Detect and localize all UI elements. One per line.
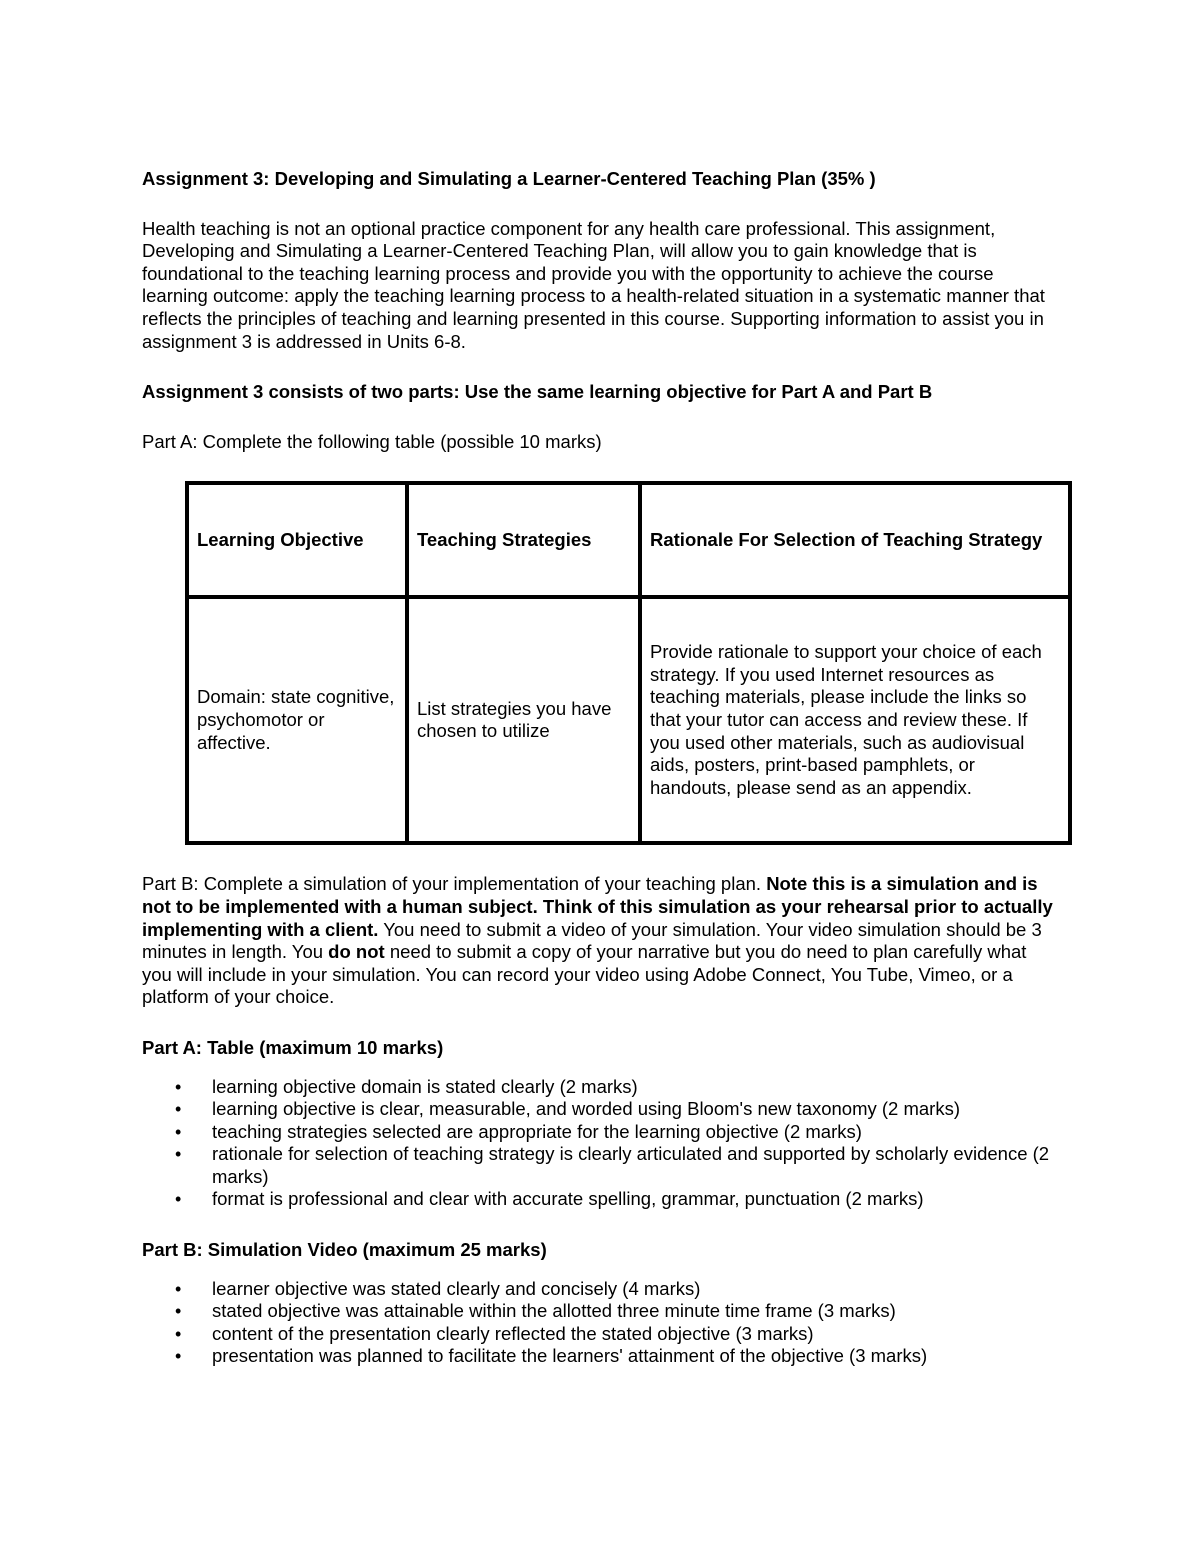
list-item: • format is professional and clear with accurate spelling, grammar, punctuation (2 marks) xyxy=(175,1188,924,1210)
table-header-row xyxy=(187,483,1070,597)
list-item: • content of the presentation clearly reflected the stated objective (3 marks) xyxy=(175,1322,814,1344)
criteria-b-heading: Part B: Simulation Video (maximum 25 marks) xyxy=(142,1239,547,1261)
bullet-icon: • xyxy=(175,1346,182,1367)
part-a-intro: Part A: Complete the following table (possible 10 marks) xyxy=(142,430,602,452)
bullet-icon: • xyxy=(175,1189,182,1210)
part-b-tail: need to submit a copy of your narrative but you do need to plan carefully what you will include in your simulation. You can record your video using Adobe Connect, You Tube, Vimeo, or a platform of your choice. xyxy=(142,941,1027,1008)
part-b-lead: Part B: Complete a simulation of your implementation of your teaching plan. xyxy=(142,873,767,895)
cell-rationale: Provide rationale to support your choice of each strategy. If you used Internet resources as teaching materials, please include the links so that your tutor can access and review these. If you used other materials, such as audiovisual aids, posters, print-based pamphlets, or handouts, please send as an appendix. xyxy=(640,597,1070,843)
document-page xyxy=(142,168,1062,1368)
list-item: • learning objective is clear, measurable, and worded using Bloom's new taxonomy (2 marks) xyxy=(175,1098,961,1120)
part-b-mid: You need to submit a video of your simulation. Your video simulation should be 3 minutes in length. You xyxy=(142,918,1042,963)
bullet-icon: • xyxy=(175,1278,182,1299)
list-item: • rationale for selection of teaching strategy is clearly articulated and supported by scholarly evidence (2 marks) xyxy=(175,1143,1050,1187)
bullet-icon: • xyxy=(175,1099,182,1120)
criteria-b-list xyxy=(142,1278,1062,1368)
list-item: • teaching strategies selected are appropriate for the learning objective (2 marks) xyxy=(175,1120,862,1142)
criteria-a-list xyxy=(142,1076,1062,1212)
parts-heading: Assignment 3 consists of two parts: Use the same learning objective for Part A and Part B xyxy=(142,381,933,403)
cell-teaching-strategies: List strategies you have chosen to utilize xyxy=(407,597,640,843)
criteria-a-heading: Part A: Table (maximum 10 marks) xyxy=(142,1036,444,1058)
header-teaching-strategies: Teaching Strategies xyxy=(407,483,640,597)
list-item: • presentation was planned to facilitate the learners' attainment of the objective (3 marks) xyxy=(175,1345,928,1367)
list-item: • learning objective domain is stated clearly (2 marks) xyxy=(175,1075,638,1097)
table-row xyxy=(187,597,1070,843)
intro-paragraph: Health teaching is not an optional practice component for any health care professional. This assignment, Developing and Simulating a Learner-Centered Teaching Plan, will allow you to gain knowledge that is foundational to the teaching learning process and provide you with the opportunity to achieve the course learning outcome: apply the teaching learning process to a health-related situation in a systematic manner that reflects the principles of teaching and learning presented in this course. Supporting information to assist you in assignment 3 is addressed in Units 6-8. xyxy=(142,217,1045,352)
part-b-do-not: do not xyxy=(328,941,385,963)
bullet-icon: • xyxy=(175,1076,182,1097)
header-rationale: Rationale For Selection of Teaching Strategy xyxy=(640,483,1070,597)
teaching-plan-table xyxy=(185,481,1072,845)
bullet-icon: • xyxy=(175,1323,182,1344)
list-item: • stated objective was attainable within the allotted three minute time frame (3 marks) xyxy=(175,1300,896,1322)
list-item: • learner objective was stated clearly and concisely (4 marks) xyxy=(175,1277,701,1299)
bullet-icon: • xyxy=(175,1144,182,1165)
part-b-note: Note this is a simulation and is not to be implemented with a human subject. Think of this simulation as your rehearsal prior to actually implementing with a client. xyxy=(142,873,1053,940)
part-b-paragraph xyxy=(142,873,1057,1009)
bullet-icon: • xyxy=(175,1301,182,1322)
cell-learning-objective: Domain: state cognitive, psychomotor or affective. xyxy=(187,597,407,843)
header-learning-objective: Learning Objective xyxy=(187,483,407,597)
bullet-icon: • xyxy=(175,1121,182,1142)
assignment-title: Assignment 3: Developing and Simulating a Learner-Centered Teaching Plan (35% ) xyxy=(142,168,876,189)
